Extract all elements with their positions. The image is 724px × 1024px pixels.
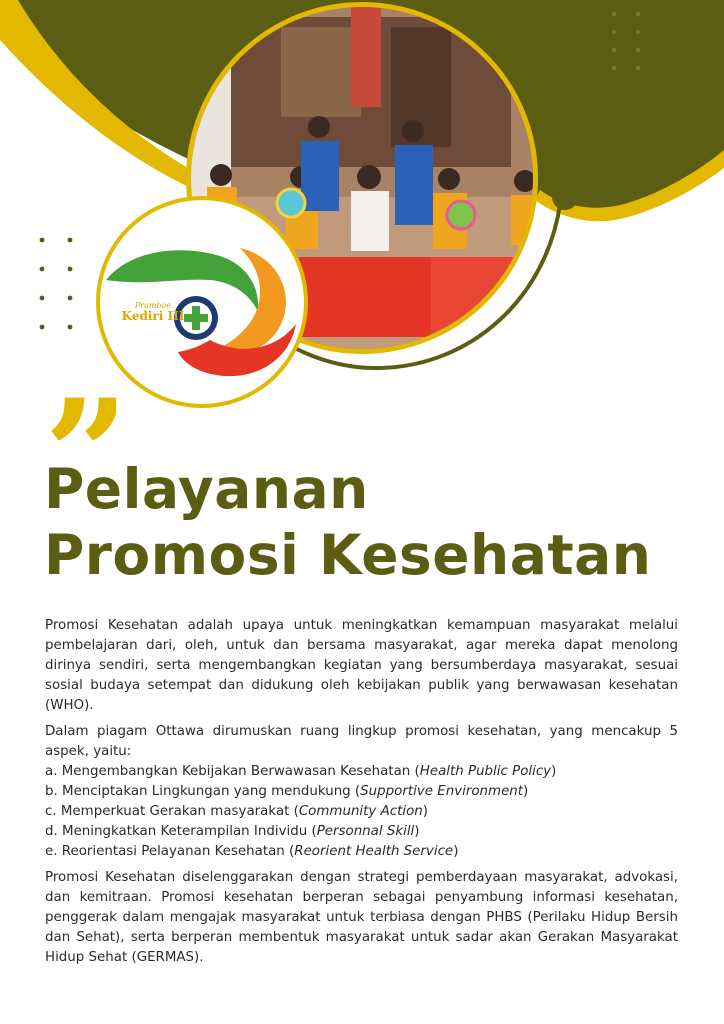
list-item: a. Mengembangkan Kebijakan Berwawasan Kesehatan (Health Public Policy) xyxy=(45,764,557,779)
page-title xyxy=(44,456,651,588)
logo-caption-line1: Pramboe xyxy=(134,301,172,310)
ottawa-aspects-list xyxy=(45,762,678,862)
article-body xyxy=(45,616,678,968)
logo-caption xyxy=(118,302,188,323)
paragraph-ottawa: Dalam piagam Ottawa dirumuskan ruang lingkup promosi kesehatan, yang mencakup 5 aspek, yaitu: xyxy=(45,724,678,759)
list-item: e. Reorientasi Pelayanan Kesehatan (Reorient Health Service) xyxy=(45,844,459,859)
page-title-line2: Promosi Kesehatan xyxy=(44,523,652,587)
dot-grid-left xyxy=(36,234,80,334)
dot-grid-top-right xyxy=(608,10,648,72)
paragraph-strategy: Promosi Kesehatan diselenggarakan dengan strategi pemberdayaan masyarakat, advokasi, dan kemitraan. Promosi kesehatan berperan sebagai penyambung informasi kesehatan, penggerak dalam mengajak masyarakat untuk terbiasa dengan PHBS (Perilaku Hidup Bersih dan Sehat), serta berperan membentuk masyarakat untuk sadar akan Gerakan Masyarakat Hidup Sehat (GERMAS). xyxy=(45,870,678,965)
logo-caption-line2: Kediri III xyxy=(121,309,185,324)
list-item: c. Memperkuat Gerakan masyarakat (Community Action) xyxy=(45,804,428,819)
quote-mark-icon xyxy=(44,380,116,458)
list-item: d. Meningkatkan Keterampilan Individu (Personnal Skill) xyxy=(45,824,420,839)
puskesmas-logo xyxy=(96,196,308,408)
paragraph-definition: Promosi Kesehatan adalah upaya untuk meningkatkan kemampuan masyarakat melalui pembelajaran dari, oleh, untuk dan bersama masyarakat, agar mereka dapat menolong dirinya sendiri, serta mengembangkan kegiatan yang bersumberdaya masyarakat, sesuai sosial budaya setempat dan didukung oleh kebijakan publik yang berwawasan kesehatan (WHO). xyxy=(45,618,678,713)
olive-blob xyxy=(552,184,578,210)
page-title-line1: Pelayanan xyxy=(44,457,369,521)
list-item: b. Menciptakan Lingkungan yang mendukung (Supportive Environment) xyxy=(45,784,529,799)
